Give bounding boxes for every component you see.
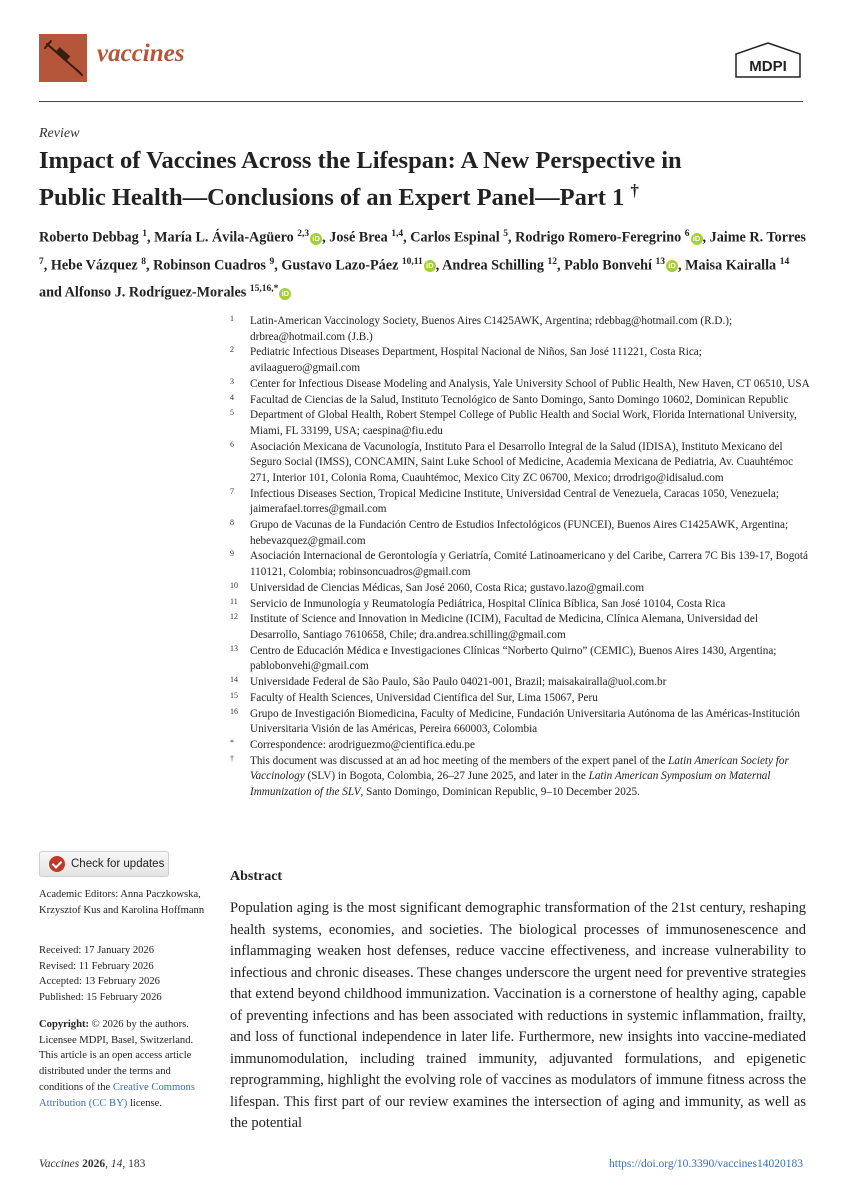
affiliation-text: Department of Global Health, Robert Stempel College of Public Health and Social Work, Florida International University, Miami, FL 33199, USA; caespina@fiu.edu — [250, 409, 797, 437]
syringe-icon — [39, 34, 87, 82]
author-name[interactable]: Gustavo Lazo-Páez — [281, 257, 399, 274]
author-conjunction: and — [39, 285, 62, 302]
affiliation-item — [230, 612, 810, 643]
affiliation-number: 8 — [230, 518, 234, 528]
footnote-text-segment: This document was discussed at an ad hoc meeting of the members of the expert panel of the — [250, 754, 669, 767]
author-name[interactable]: Rodrigo Romero-Feregrino — [515, 229, 682, 246]
affiliations — [230, 314, 810, 801]
orcid-icon[interactable]: iD — [424, 260, 436, 272]
author-affiliation-sup: 5 — [503, 229, 508, 239]
abstract-heading: Abstract — [230, 869, 283, 884]
author-name[interactable]: Maisa Kairalla — [685, 257, 777, 274]
orcid-icon[interactable]: iD — [279, 288, 291, 300]
affiliation-item — [230, 314, 810, 345]
title-dagger[interactable]: † — [630, 181, 639, 200]
footnote-text — [250, 754, 810, 801]
affiliation-item — [230, 738, 810, 754]
affiliation-number: 9 — [230, 549, 234, 559]
header-divider — [39, 101, 803, 102]
affiliation-number: 16 — [230, 706, 238, 716]
author-affiliation-sup: 15,16,* — [249, 284, 279, 295]
received-date: Received: 17 January 2026 — [39, 945, 155, 956]
author-affiliation-sup: 6 — [684, 229, 690, 239]
article-title — [39, 146, 809, 213]
affiliation-number: 13 — [230, 643, 238, 653]
cc-license-link[interactable]: Creative Commons Attribution (CC BY) — [39, 1081, 195, 1109]
affiliation-item — [230, 581, 810, 597]
title-line-2: Public Health—Conclusions of an Expert Panel—Part 1 — [39, 184, 625, 212]
author-affiliation-sup: 14 — [779, 256, 790, 267]
affiliation-text: Servicio de Inmunología y Reumatología Pediátrica, Hospital Clínica Bíblica, San José 10104, Costa Rica — [250, 597, 726, 610]
affiliation-number: 15 — [230, 690, 238, 700]
publication-dates — [39, 943, 214, 1006]
abstract-text: Population aging is the most significant demographic transformation of the 21st century, reshaping health systems, economies, and societies. The biological processes of immunosenescence and inflammaging weaken host defenses, reduce vaccine effectiveness, and increase vulnerability to infectious and chronic diseases. These changes underscore the urgent need for preventive strategies that extend beyond childhood immunization. Vaccination is a cornerstone of healthy aging, capable of preventing infections and has been associated with reductions in systemic inflammation, frailty, and loss of functional independence in later life. Furthermore, new insights into vaccine-mediated immunomodulation, including trained immunity, adjuvanted formulations, and epigenetic reprogramming, highlight the evolving role of vaccines as modulators of immune fitness across the lifespan. This first part of our review examines the intersection of aging and immunity, as well as the potential — [230, 900, 806, 1131]
affiliation-number: 2 — [230, 345, 234, 355]
affiliation-number: 7 — [230, 486, 234, 496]
title-line-1: Impact of Vaccines Across the Lifespan: A New Perspective in — [39, 147, 682, 174]
affiliation-text: Center for Infectious Disease Modeling and Analysis, Yale University School of Public Health, New Haven, CT 06510, USA — [250, 377, 810, 390]
footnote-text-segment: (SLV) in Bogota, Colombia, 26–27 June 2025, and later in the — [304, 770, 589, 783]
affiliation-item — [230, 691, 810, 707]
journal-name[interactable]: vaccines — [97, 40, 185, 67]
affiliation-text: Institute of Science and Innovation in Medicine (ICIM), Facultad de Medicina, Clínica Alemana, Universidad del Desarrollo, Santiago 7610658, Chile; dra.andrea.schilling@gmail.com — [250, 613, 758, 641]
orcid-icon[interactable]: iD — [691, 233, 703, 245]
affiliation-item — [230, 518, 810, 549]
revised-date: Revised: 11 February 2026 — [39, 960, 154, 972]
affiliation-text: Centro de Educación Médica e Investigaciones Clínicas “Norberto Quirno” (CEMIC), Buenos Aires 1430, Argentina; pablobonvehi@gmail.com — [250, 644, 777, 673]
author-name[interactable]: Andrea Schilling — [442, 257, 544, 274]
affiliation-text: Correspondence: arodriguezmo@cientifica.edu.pe — [250, 739, 475, 752]
affiliation-number: 10 — [230, 580, 238, 590]
affiliation-text: Grupo de Investigación Biomedicina, Faculty of Medicine, Fundación Universitaria Autónoma de las Américas-Institución Universitaria Visión de las Américas, Pereira 660003, Colombia — [250, 707, 800, 736]
author-name[interactable]: Roberto Debbag — [39, 229, 139, 246]
affiliation-item — [230, 408, 810, 439]
author-affiliation-sup: 1,4 — [391, 229, 404, 239]
affiliation-text: Pediatric Infectious Diseases Department, Hospital Nacional de Niños, San José 111221, Costa Rica; avilaaguero@gmail.com — [250, 346, 702, 374]
author-name[interactable]: María L. Ávila-Agüero — [154, 229, 294, 246]
orcid-icon[interactable]: iD — [666, 260, 678, 272]
published-date: Published: 15 February 2026 — [39, 992, 162, 1004]
author-list: Roberto Debbag $^1$, María L. Ávila-Agüero $^{2,3}$ iD , José Brea $^{1,4}$, Carlos Espinal $^5$, Rodrigo Romero-Feregrino $^6$ iD , Jaime R. Torres $^7$, Hebe Vázquez $^8$, Robinson Cuadros $^9$, Gustavo Lazo-Páez $^{10,11}$ iD , Andrea Schilling $^{12}$, Pablo Bonvehí $^{13}$ iD , Maisa Kairalla $^{14}$ and Alfonso J. Rodríguez-Morales $^{15,16,*}$ iD — [39, 229, 806, 302]
affiliation-number: 3 — [230, 376, 234, 386]
author-affiliation-sup: 12 — [547, 256, 557, 267]
author-name[interactable]: Hebe Vázquez — [50, 257, 138, 274]
affiliation-text: Universidad de Ciencias Médicas, San José 2060, Costa Rica; gustavo.lazo@gmail.com — [250, 581, 645, 594]
affiliation-text: Asociación Internacional de Gerontología y Geriatría, Comité Latinoamericano y del Caribe, Carrera 7C Bis 139-17, Bogotá 110121, Colombia; robinsoncuadros@gmail.com — [250, 550, 808, 578]
author-affiliation-sup: 2,3 — [297, 229, 310, 239]
affiliation-number: 11 — [230, 596, 238, 606]
author-name[interactable]: Pablo Bonvehí — [564, 257, 652, 274]
author-affiliation-sup: 7 — [39, 256, 44, 267]
mdpi-logo-text: MDPI — [749, 58, 787, 75]
affiliation-item — [230, 644, 810, 675]
affiliation-text: Asociación Mexicana de Vacunología, Instituto Para el Desarrollo Integral de la Salud (IDISA), Instituto Mexicano del Seguro Social (IMSS), CONCAMIN, Saint Luke School of Medicine, Academia Mexicana de Pediatria, Av. Cuauhtémoc 271, Interior 101, Colonia Roma, Cuauhtémoc, Mexico City ZC 06700, Mexico; drrodrigo@idisalud.com — [250, 440, 794, 484]
author-name[interactable]: Carlos Espinal — [410, 229, 500, 246]
author-affiliation-sup: 8 — [141, 256, 146, 267]
affiliation-text: Grupo de Vacunas de la Fundación Centro de Estudios Infectológicos (FUNCEI), Buenos Aires C1425AWK, Argentina; hebevazquez@gmail.com — [250, 519, 789, 547]
journal-citation: Vaccines 2026, 14, 183 — [39, 1158, 146, 1170]
affiliation-number: 1 — [230, 314, 234, 323]
author-affiliation-sup: 9 — [269, 256, 275, 267]
affiliation-text: Facultad de Ciencias de la Salud, Instituto Tecnológico de Santo Domingo, Santo Domingo 10602, Dominican Republic — [250, 393, 789, 406]
journal-logo — [39, 34, 87, 82]
footnote-italic-text: Latin American Society for Vaccinology — [250, 754, 789, 783]
affiliation-number: 5 — [230, 408, 234, 418]
author-affiliation-sup: 10,11 — [401, 256, 423, 267]
check-for-updates-label: Check for updates — [71, 858, 165, 870]
affiliation-item — [230, 393, 810, 409]
citation-article-number: , 183 — [122, 1158, 146, 1170]
author-name[interactable]: Robinson Cuadros — [153, 257, 266, 274]
affiliation-item — [230, 487, 810, 518]
affiliation-text: Latin-American Vaccinology Society, Buenos Aires C1425AWK, Argentina; rdebbag@hotmail.com (R.D.); drbrea@hotmail.com (J.B.) — [250, 315, 733, 343]
author-name[interactable]: Jaime R. Torres — [709, 229, 806, 246]
affiliation-item — [230, 675, 810, 691]
check-for-updates-button[interactable] — [39, 851, 169, 877]
doi-link[interactable]: https://doi.org/10.3390/vaccines14020183 — [609, 1158, 803, 1170]
affiliation-item — [230, 345, 810, 376]
author-name[interactable]: José Brea — [329, 229, 388, 246]
dagger-footnote — [230, 754, 810, 801]
citation-volume: 14 — [110, 1158, 123, 1170]
checkmark-icon — [49, 856, 65, 872]
affiliation-item — [230, 549, 810, 580]
affiliation-item — [230, 377, 810, 393]
accepted-date: Accepted: 13 February 2026 — [39, 976, 160, 988]
copyright-notice — [39, 1017, 214, 1111]
footnote-italic-text: Latin American Symposium on Maternal Immunization of the SLV — [250, 770, 771, 798]
affiliation-number: 12 — [230, 612, 238, 622]
footnote-text-segment: , Santo Domingo, Dominican Republic, 9–10 December 2025. — [360, 786, 640, 798]
article-type: Review — [39, 126, 80, 141]
academic-editors: Academic Editors: Anna Paczkowska, Krzysztof Kus and Karolina Hoffmann — [39, 889, 205, 916]
copyright-text: © 2026 by the authors. Licensee MDPI, Basel, Switzerland. This article is an open access article distributed under the terms and conditions of the — [39, 1019, 194, 1093]
affiliation-text: Infectious Diseases Section, Tropical Medicine Institute, Universidad Central de Venezuela, Caracas 1050, Venezuela; jaimerafael.torres@gmail.com — [250, 487, 779, 516]
author-affiliation-sup: 13 — [655, 256, 666, 267]
copyright-label: Copyright: — [39, 1019, 90, 1030]
affiliation-number: 6 — [230, 439, 234, 449]
orcid-icon[interactable]: iD — [310, 233, 322, 245]
affiliation-number: 14 — [230, 675, 238, 685]
copyright-end: license. — [127, 1097, 163, 1109]
author-affiliation-sup: 1 — [142, 229, 147, 239]
affiliation-text: Faculty of Health Sciences, Universidad Científica del Sur, Lima 15067, Peru — [250, 691, 598, 704]
citation-year: 2026 — [82, 1158, 106, 1170]
affiliation-item — [230, 707, 810, 738]
citation-journal: Vaccines — [39, 1158, 80, 1170]
affiliation-item — [230, 440, 810, 487]
affiliation-number: * — [230, 738, 234, 748]
author-name[interactable]: Alfonso J. Rodríguez-Morales — [64, 285, 247, 302]
affiliation-item — [230, 597, 810, 613]
affiliation-text: Universidade Federal de São Paulo, São Paulo 04021-001, Brazil; maisakairalla@uol.com.br — [250, 676, 667, 689]
footnote-mark: † — [230, 753, 234, 763]
affiliation-number: 4 — [230, 392, 234, 402]
mdpi-logo[interactable] — [734, 42, 802, 78]
